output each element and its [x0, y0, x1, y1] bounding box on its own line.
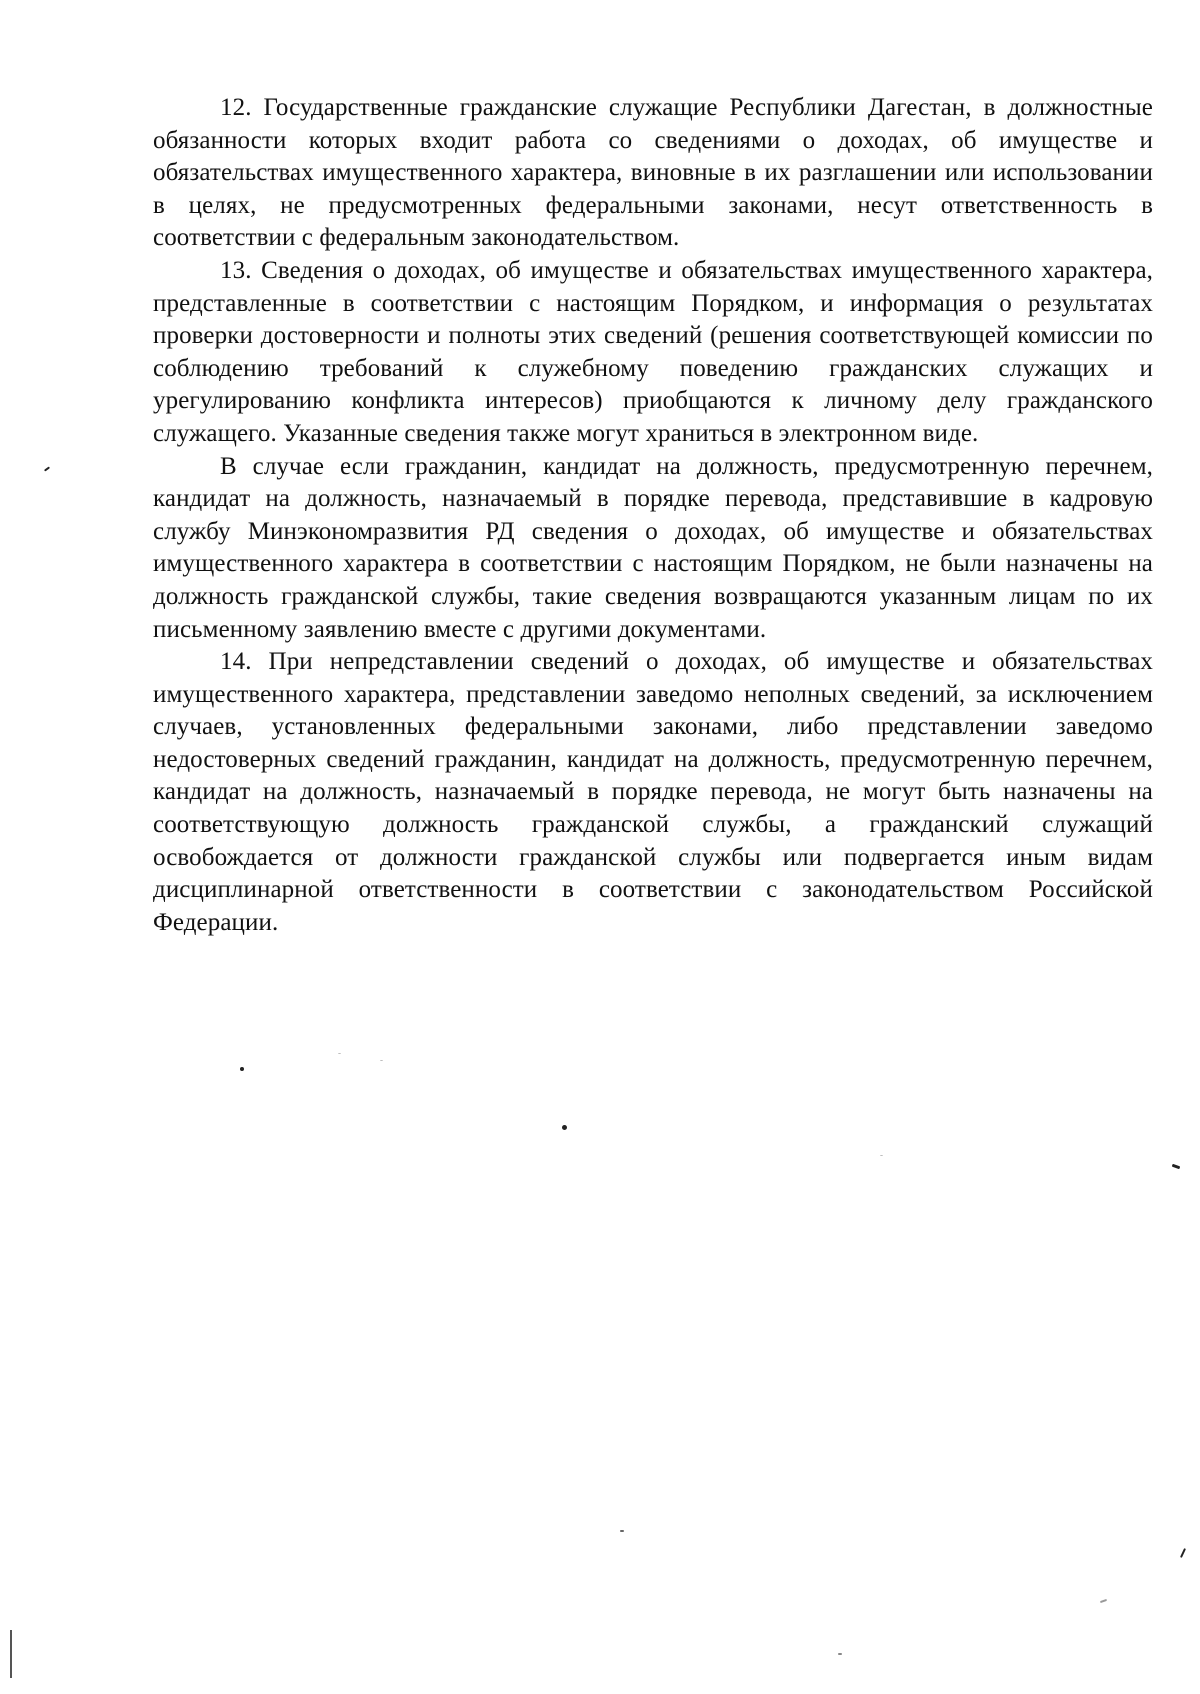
scan-speck: [338, 1053, 341, 1054]
scan-speck: [1100, 1599, 1107, 1603]
paragraph-13-continuation: В случае если гражданин, кандидат на должность, предусмотренную перечнем, кандидат на должность, назначаемый в порядке перевода, представившие в кадровую службу Минэкономразвития РД сведения о доходах, об имуществе и обязательствах имущественного характера в соответствии с настоящим Порядком, не были назначены на должность гражданской службы, такие сведения возвращаются указанным лицам по их письменному заявлению вместе с другими документами.: [153, 452, 1153, 643]
scan-speck: [1172, 1164, 1181, 1170]
scan-speck: [1180, 1548, 1186, 1558]
paragraph-13: 13. Сведения о доходах, об имуществе и обязательствах имущественного характера, представленные в соответствии с настоящим Порядком, и информация о результатах проверки достоверности и полноты этих сведений (решения соответствующей комиссии по соблюдению требований к служебному поведению гражданских служащих и урегулированию конфликта интересов) приобщаются к личному делу гражданского служащего. Указанные сведения также могут храниться в электронном виде.: [153, 256, 1153, 447]
scan-speck: [562, 1125, 567, 1130]
scan-speck: [380, 1060, 383, 1061]
paragraph-12: 12. Государственные гражданские служащие Республики Дагестан, в должностные обязанности которых входит работа со сведениями о доходах, об имуществе и обязательствах имущественного характера, виновные в их разглашении или использовании в целях, не предусмотренных федеральными законами, несут ответственность в соответствии с федеральным законодательством.: [153, 94, 1153, 252]
scan-edge-line: [10, 1630, 12, 1678]
scan-speck: [44, 466, 50, 471]
scan-speck: [838, 1653, 842, 1655]
scan-speck: [880, 1155, 883, 1156]
document-body: [153, 92, 1153, 939]
scan-speck: [620, 1530, 624, 1532]
scan-speck: [240, 1067, 244, 1071]
paragraph-14: 14. При непредставлении сведений о доходах, об имуществе и обязательствах имущественного характера, представлении заведомо неполных сведений, за исключением случаев, установленных федеральными законами, либо представлении заведомо недостоверных сведений гражданин, кандидат на должность, предусмотренную перечнем, кандидат на должность, назначаемый в порядке перевода, не могут быть назначены на соответствующую должность гражданской службы, а гражданский служащий освобождается от должности гражданской службы или подвергается иным видам дисциплинарной ответственности в соответствии с законодательством Российской Федерации.: [153, 648, 1153, 936]
